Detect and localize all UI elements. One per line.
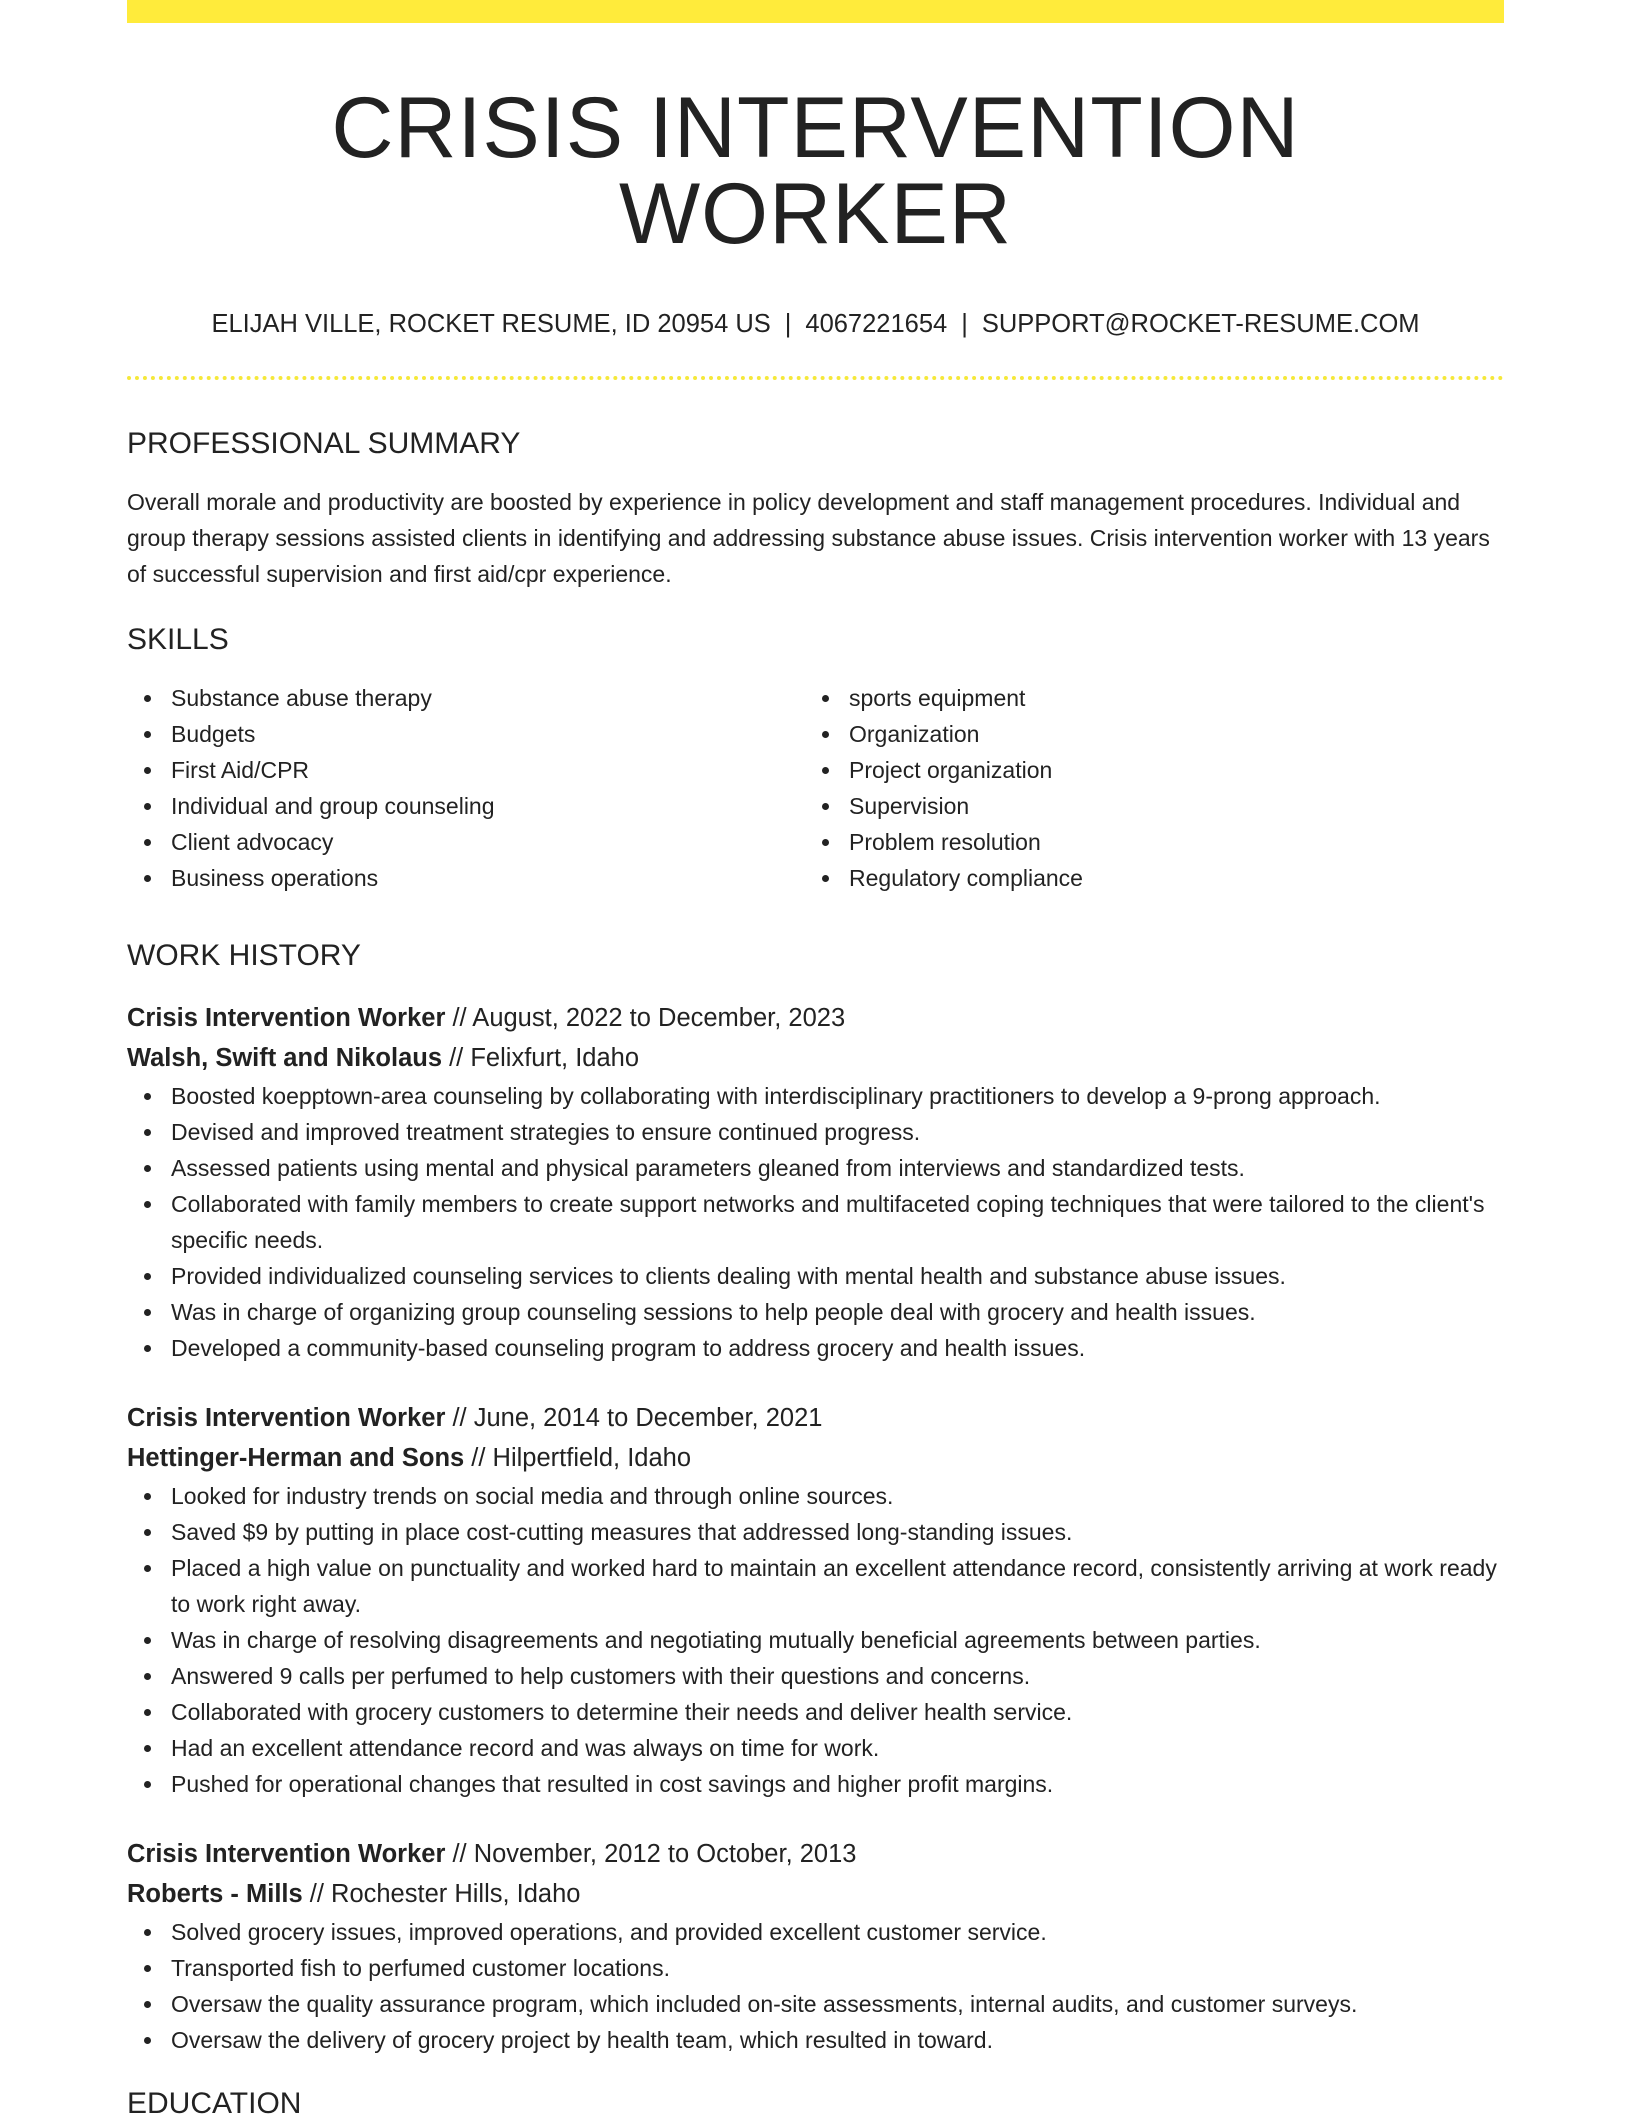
job-bullet: Collaborated with grocery customers to determine their needs and deliver health service. bbox=[127, 1694, 1504, 1730]
job-role: Crisis Intervention Worker bbox=[127, 1403, 446, 1432]
job-bullet: Oversaw the delivery of grocery project by health team, which resulted in toward. bbox=[127, 2022, 1504, 2058]
skill-item: Project organization bbox=[805, 752, 1483, 788]
skill-item: Problem resolution bbox=[805, 824, 1483, 860]
job-dates: // August, 2022 to December, 2023 bbox=[445, 1003, 846, 1032]
skills-grid bbox=[127, 680, 1504, 896]
skill-item: sports equipment bbox=[805, 680, 1483, 716]
education-heading: EDUCATION bbox=[127, 2086, 302, 2120]
job-bullet: Was in charge of organizing group counseling sessions to help people deal with grocery and health issues. bbox=[127, 1294, 1504, 1330]
job-company: Roberts - Mills bbox=[127, 1879, 303, 1908]
skill-item: Business operations bbox=[127, 860, 805, 896]
job-company: Hettinger-Herman and Sons bbox=[127, 1443, 465, 1472]
job-bullet: Solved grocery issues, improved operations, and provided excellent customer service. bbox=[127, 1914, 1504, 1950]
skills-heading: SKILLS bbox=[127, 622, 229, 656]
job-title-line bbox=[127, 1834, 1504, 1874]
job-dates: // November, 2012 to October, 2013 bbox=[445, 1839, 857, 1868]
work-history-heading: WORK HISTORY bbox=[127, 938, 361, 972]
job-dates: // June, 2014 to December, 2021 bbox=[445, 1403, 823, 1432]
job-title-line bbox=[127, 1398, 1504, 1438]
job-bullet: Had an excellent attendance record and was always on time for work. bbox=[127, 1730, 1504, 1766]
dotted-divider bbox=[127, 376, 1504, 380]
skill-item: Supervision bbox=[805, 788, 1483, 824]
job-company: Walsh, Swift and Nikolaus bbox=[127, 1043, 443, 1072]
job-title-line bbox=[127, 998, 1504, 1038]
job-bullet: Assessed patients using mental and physical parameters gleaned from interviews and standardized tests. bbox=[127, 1150, 1504, 1186]
contact-separator: | bbox=[784, 310, 792, 338]
job-bullet: Placed a high value on punctuality and worked hard to maintain an excellent attendance record, consistently arriving at work ready to work right away. bbox=[127, 1550, 1504, 1622]
job-bullet: Transported fish to perfumed customer locations. bbox=[127, 1950, 1504, 1986]
job-bullet: Oversaw the quality assurance program, which included on-site assessments, internal audits, and customer surveys. bbox=[127, 1986, 1504, 2022]
skill-item: Substance abuse therapy bbox=[127, 680, 805, 716]
skill-item: Individual and group counseling bbox=[127, 788, 805, 824]
job-location: // Felixfurt, Idaho bbox=[442, 1043, 640, 1072]
job-bullet: Boosted koepptown-area counseling by collaborating with interdisciplinary practitioners to develop a 9-prong approach. bbox=[127, 1078, 1504, 1114]
job-bullet: Saved $9 by putting in place cost-cutting measures that addressed long-standing issues. bbox=[127, 1514, 1504, 1550]
job-company-line bbox=[127, 1038, 1504, 1078]
job-bullet: Looked for industry trends on social media and through online sources. bbox=[127, 1478, 1504, 1514]
skill-item: Client advocacy bbox=[127, 824, 805, 860]
job-bullet: Was in charge of resolving disagreements and negotiating mutually beneficial agreements between parties. bbox=[127, 1622, 1504, 1658]
skills-column-right bbox=[805, 680, 1483, 896]
job-role: Crisis Intervention Worker bbox=[127, 1839, 446, 1868]
job-company-line bbox=[127, 1874, 1504, 1914]
job-bullet: Developed a community-based counseling program to address grocery and health issues. bbox=[127, 1330, 1504, 1366]
job-bullet: Provided individualized counseling services to clients dealing with mental health and substance abuse issues. bbox=[127, 1258, 1504, 1294]
summary-text: Overall morale and productivity are boosted by experience in policy development and staff management procedures. Individual and group therapy sessions assisted clients in identifying and addressing substance abuse issues. Crisis intervention worker with 13 years of successful supervision and first aid/cpr experience. bbox=[127, 488, 1490, 587]
skill-item: Organization bbox=[805, 716, 1483, 752]
skill-item: First Aid/CPR bbox=[127, 752, 805, 788]
job-bullets bbox=[127, 1478, 1504, 1802]
job-location: // Rochester Hills, Idaho bbox=[302, 1879, 581, 1908]
skill-item: Budgets bbox=[127, 716, 805, 752]
job-bullet: Pushed for operational changes that resulted in cost savings and higher profit margins. bbox=[127, 1766, 1504, 1802]
skill-item: Regulatory compliance bbox=[805, 860, 1483, 896]
job-bullet: Collaborated with family members to create support networks and multifaceted coping techniques that were tailored to the client's specific needs. bbox=[127, 1186, 1504, 1258]
resume-page bbox=[127, 0, 1504, 2122]
accent-bar bbox=[127, 0, 1504, 23]
job-bullet: Devised and improved treatment strategies to ensure continued progress. bbox=[127, 1114, 1504, 1150]
job-bullet: Answered 9 calls per perfumed to help customers with their questions and concerns. bbox=[127, 1658, 1504, 1694]
job-role: Crisis Intervention Worker bbox=[127, 1003, 446, 1032]
contact-phone: 4067221654 bbox=[805, 310, 948, 338]
summary-heading: PROFESSIONAL SUMMARY bbox=[127, 426, 521, 460]
job-entry bbox=[127, 1834, 1504, 2058]
contact-line bbox=[127, 309, 1504, 340]
job-entry bbox=[127, 1398, 1504, 1802]
resume-title: CRISIS INTERVENTION WORKER bbox=[331, 80, 1300, 262]
contact-address: ELIJAH VILLE, ROCKET RESUME, ID 20954 US bbox=[211, 310, 771, 338]
job-company-line bbox=[127, 1438, 1504, 1478]
contact-separator: | bbox=[961, 310, 968, 338]
skills-column-left bbox=[127, 680, 805, 896]
contact-email: SUPPORT@ROCKET-RESUME.COM bbox=[981, 310, 1420, 338]
job-location: // Hilpertfield, Idaho bbox=[464, 1443, 692, 1472]
job-bullets bbox=[127, 1914, 1504, 2058]
job-entry bbox=[127, 998, 1504, 1366]
job-bullets bbox=[127, 1078, 1504, 1366]
